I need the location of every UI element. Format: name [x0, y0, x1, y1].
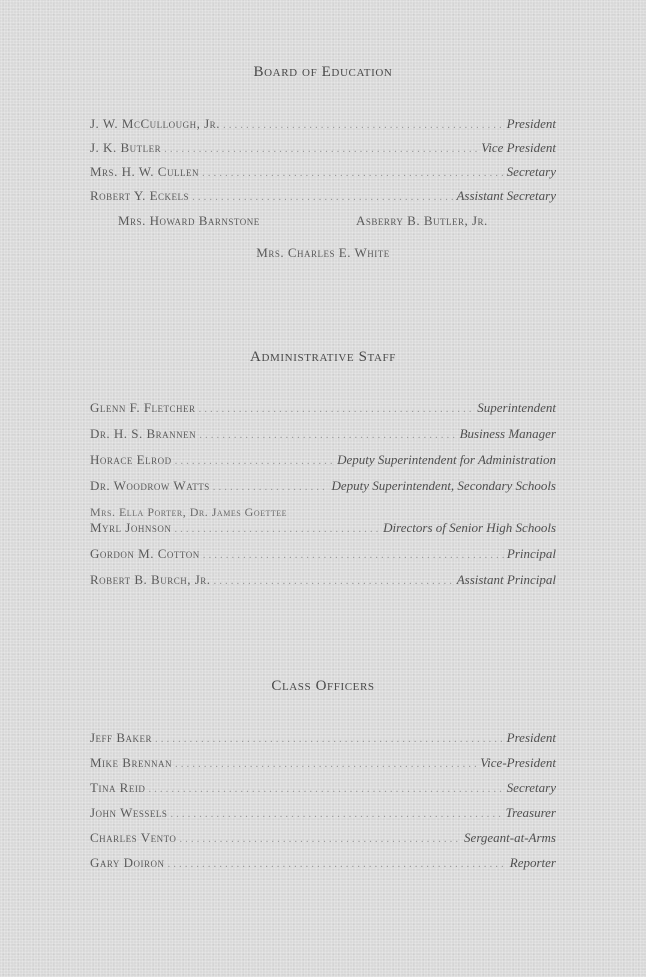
leader-dots	[223, 117, 504, 133]
staff-heading: Administrative Staff	[250, 349, 396, 365]
staff-row	[90, 478, 556, 495]
board-row	[90, 116, 556, 133]
leader-dots	[202, 165, 504, 181]
leader-dots	[192, 189, 453, 205]
leader-dots	[179, 831, 461, 847]
member-name: Mrs. H. W. Cullen	[90, 164, 199, 179]
staff-row	[90, 426, 556, 443]
member-title: Assistant Secretary	[456, 188, 556, 203]
directors-names: Mrs. Ella Porter, Dr. James Goettee	[90, 505, 288, 519]
board-row	[90, 164, 556, 181]
board-member-name: Asberry B. Butler, Jr.	[356, 213, 488, 228]
leader-dots	[199, 427, 456, 443]
leader-dots	[170, 806, 502, 822]
board-member-name: Mrs. Howard Barnstone	[118, 213, 260, 228]
officer-name: John Wessels	[90, 805, 168, 820]
leader-dots	[164, 141, 478, 157]
officer-name: Jeff Baker	[90, 730, 152, 745]
staff-row	[90, 400, 556, 417]
officer-name: Charles Vento	[90, 830, 177, 845]
board-row	[90, 188, 556, 205]
member-title: Secretary	[506, 164, 556, 179]
staff-row	[90, 452, 556, 469]
officer-name: Tina Reid	[90, 780, 146, 795]
staff-title: Principal	[506, 546, 556, 561]
officer-title: Reporter	[509, 855, 556, 870]
staff-name: Robert B. Burch, Jr.	[90, 572, 211, 587]
staff-row	[90, 520, 556, 537]
staff-title: Superintendent	[477, 400, 556, 415]
leader-dots	[168, 856, 507, 872]
officer-title: Vice-President	[480, 755, 556, 770]
member-name: J. W. McCullough, Jr.	[90, 116, 220, 131]
leader-dots	[148, 781, 503, 797]
staff-name: Horace Elrod	[90, 452, 172, 467]
officer-name: Mike Brennan	[90, 755, 172, 770]
staff-name: Gordon M. Cotton	[90, 546, 200, 561]
staff-title: Deputy Superintendent for Administration	[337, 452, 556, 467]
staff-title: Deputy Superintendent, Secondary Schools	[331, 478, 556, 493]
leader-dots	[155, 731, 504, 747]
staff-row	[90, 572, 556, 589]
staff-name: Dr. Woodrow Watts	[90, 478, 210, 493]
board-row	[90, 140, 556, 157]
officer-title: Sergeant-at-Arms	[464, 830, 556, 845]
officers-heading: Class Officers	[271, 678, 375, 694]
board-member-name: Mrs. Charles E. White	[256, 245, 390, 260]
officer-row	[90, 780, 556, 797]
officer-row	[90, 805, 556, 822]
staff-title: Assistant Principal	[456, 572, 556, 587]
staff-name: Dr. H. S. Brannen	[90, 426, 197, 441]
officer-row	[90, 830, 556, 847]
staff-name: Glenn F. Fletcher	[90, 400, 196, 415]
leader-dots	[175, 756, 477, 772]
leader-dots	[175, 453, 334, 469]
leader-dots	[213, 479, 329, 495]
member-name: Robert Y. Eckels	[90, 188, 190, 203]
staff-name: Myrl Johnson	[90, 520, 172, 535]
officer-row	[90, 855, 556, 872]
member-name: J. K. Butler	[90, 140, 162, 155]
staff-title: Directors of Senior High Schools	[383, 520, 556, 535]
officer-title: Treasurer	[505, 805, 556, 820]
officer-title: Secretary	[506, 780, 556, 795]
leader-dots	[203, 547, 504, 563]
board-heading: Board of Education	[253, 64, 393, 80]
member-title: Vice President	[481, 140, 556, 155]
leader-dots	[214, 573, 454, 589]
officer-row	[90, 730, 556, 747]
staff-title: Business Manager	[459, 426, 556, 441]
officer-name: Gary Doiron	[90, 855, 165, 870]
officer-row	[90, 755, 556, 772]
member-title: President	[506, 116, 556, 131]
officer-title: President	[506, 730, 556, 745]
leader-dots	[174, 521, 380, 537]
staff-row	[90, 546, 556, 563]
leader-dots	[199, 401, 475, 417]
